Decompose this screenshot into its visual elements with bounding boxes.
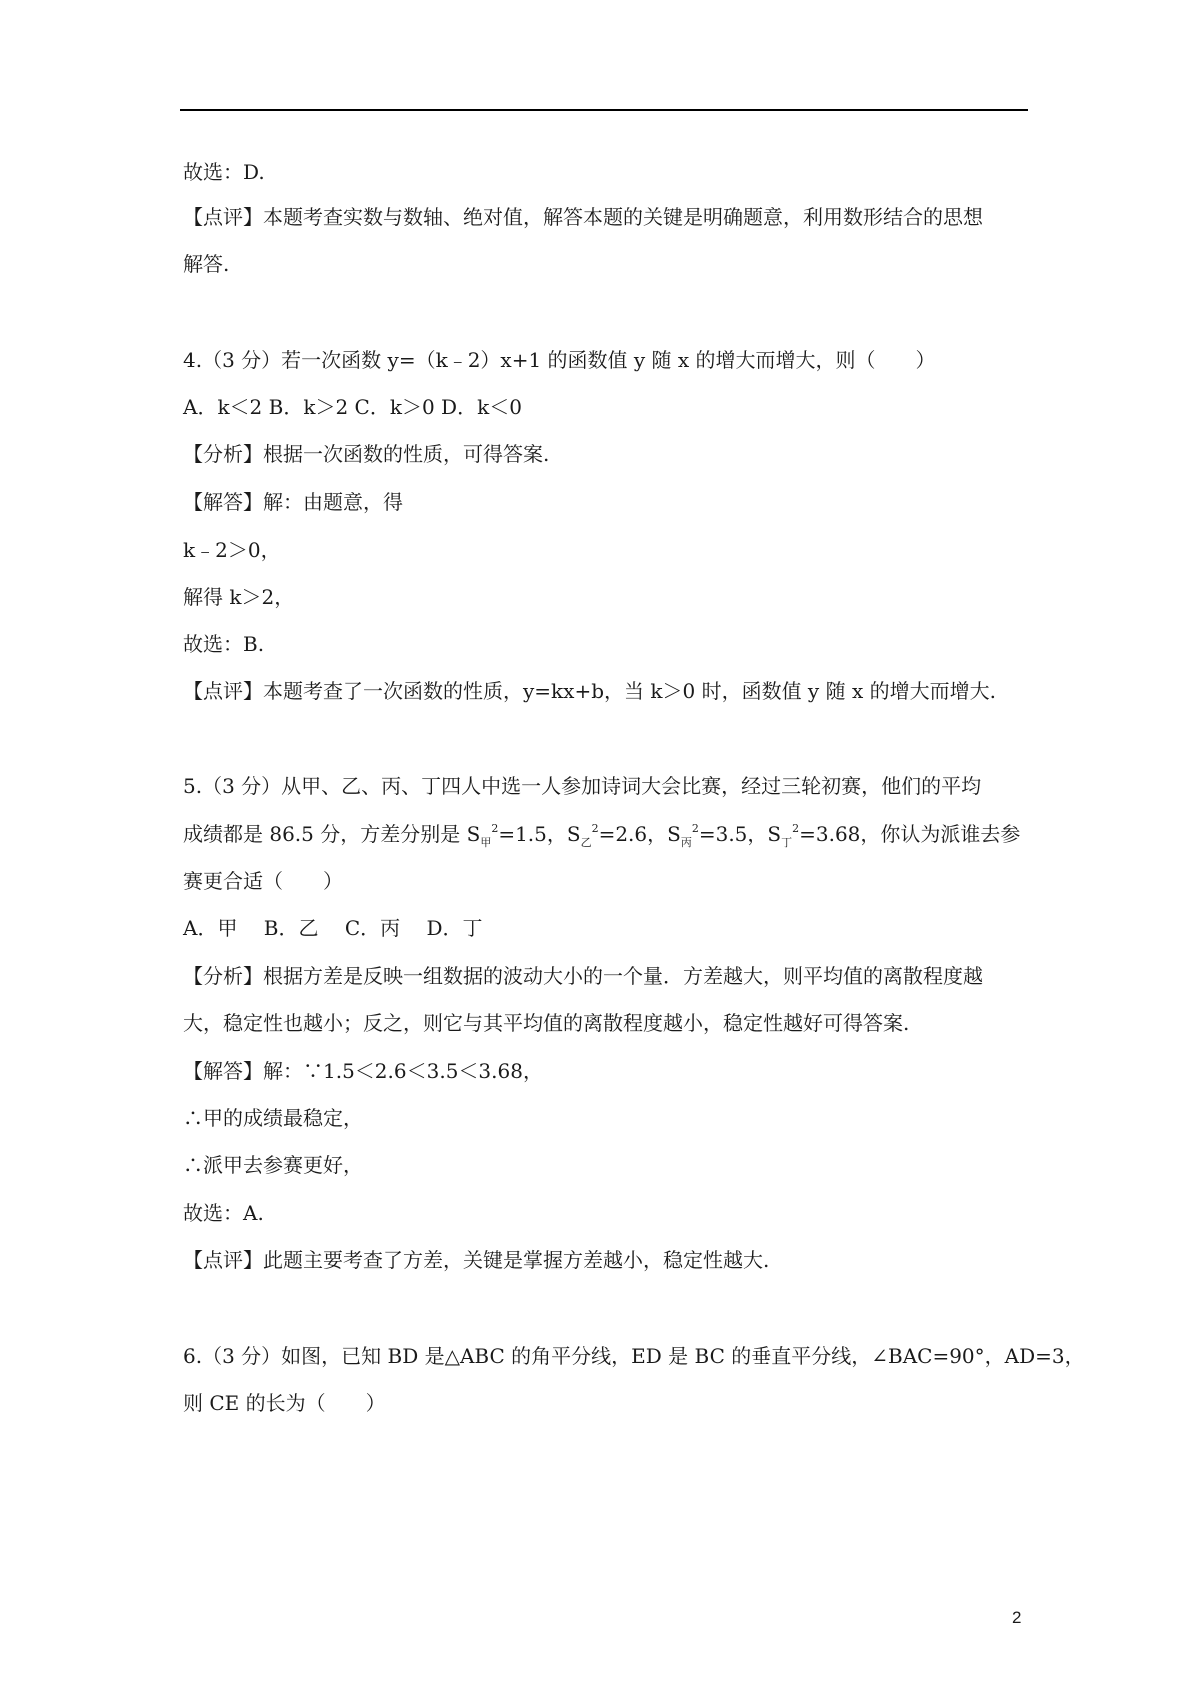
q3-answer: 故选：D. [183,160,265,184]
q5-question-line1: 5.（3 分）从甲、乙、丙、丁四人中选一人参加诗词大会比赛，经过三轮初赛，他们的平均 [183,774,982,798]
q4-step1: k﹣2＞0， [183,538,281,562]
q5-analysis2: 大，稳定性也越小；反之，则它与其平均值的离散程度越小，稳定性越好可得答案. [183,1011,910,1035]
header-rule [180,109,1028,111]
q4-solution-intro: 【解答】解：由题意，得 [183,490,403,514]
s-yi-subscript: 乙 [580,836,592,849]
s-bing-value: =3.5，S [698,822,782,846]
s-yi-superscript: 2 [591,822,599,835]
q4-question: 4.（3 分）若一次函数 y=（k﹣2）x+1 的函数值 y 随 x 的增大而增大，则（ ） [183,348,936,372]
s-bing-subscript: 丙 [680,836,692,849]
s-ding-superscript: 2 [792,822,800,835]
q5-question-line3: 赛更合适（ ） [183,869,343,893]
q3-comment: 【点评】本题考查实数与数轴、绝对值，解答本题的关键是明确题意，利用数形结合的思想 [183,205,983,229]
q5-comment: 【点评】此题主要考查了方差，关键是掌握方差越小，稳定性越大. [183,1248,770,1272]
q4-answer: 故选：B. [183,632,265,656]
q5-step2: ∴派甲去参赛更好， [183,1153,363,1177]
q4-options: A．k＜2 B．k＞2 C．k＞0 D．k＜0 [183,395,522,419]
q5-analysis1: 【分析】根据方差是反映一组数据的波动大小的一个量．方差越大，则平均值的离散程度越 [183,964,983,988]
q5-line2-prefix: 成绩都是 86.5 分，方差分别是 S [183,822,481,846]
q5-step1: ∴甲的成绩最稳定， [183,1106,363,1130]
s-bing-superscript: 2 [691,822,699,835]
q6-question-line2: 则 CE 的长为（ ） [183,1391,386,1415]
page-number: 2 [1012,1608,1022,1627]
s-ding-subscript: 丁 [781,836,793,849]
s-ding-value: =3.68，你认为派谁去参 [799,822,1021,846]
q5-options: A．甲 B．乙 C．丙 D．丁 [183,916,483,940]
q4-analysis: 【分析】根据一次函数的性质，可得答案. [183,442,550,466]
q5-question-line2 [183,820,1020,852]
s-jia-superscript: 2 [491,822,499,835]
q5-solution: 【解答】解：∵1.5＜2.6＜3.5＜3.68， [183,1059,543,1083]
q4-step2: 解得 k＞2， [183,585,295,609]
s-yi-value: =2.6，S [598,822,681,846]
q6-question-line1: 6.（3 分）如图，已知 BD 是△ABC 的角平分线，ED 是 BC 的垂直平分线，∠BAC=90°，AD=3， [183,1344,1085,1368]
s-jia-subscript: 甲 [480,836,492,849]
s-jia-value: =1.5，S [498,822,581,846]
q5-answer: 故选：A. [183,1201,264,1225]
q4-comment: 【点评】本题考查了一次函数的性质，y=kx+b，当 k＞0 时，函数值 y 随 x 的增大而增大. [183,679,996,703]
q3-comment-cont: 解答. [183,252,230,276]
